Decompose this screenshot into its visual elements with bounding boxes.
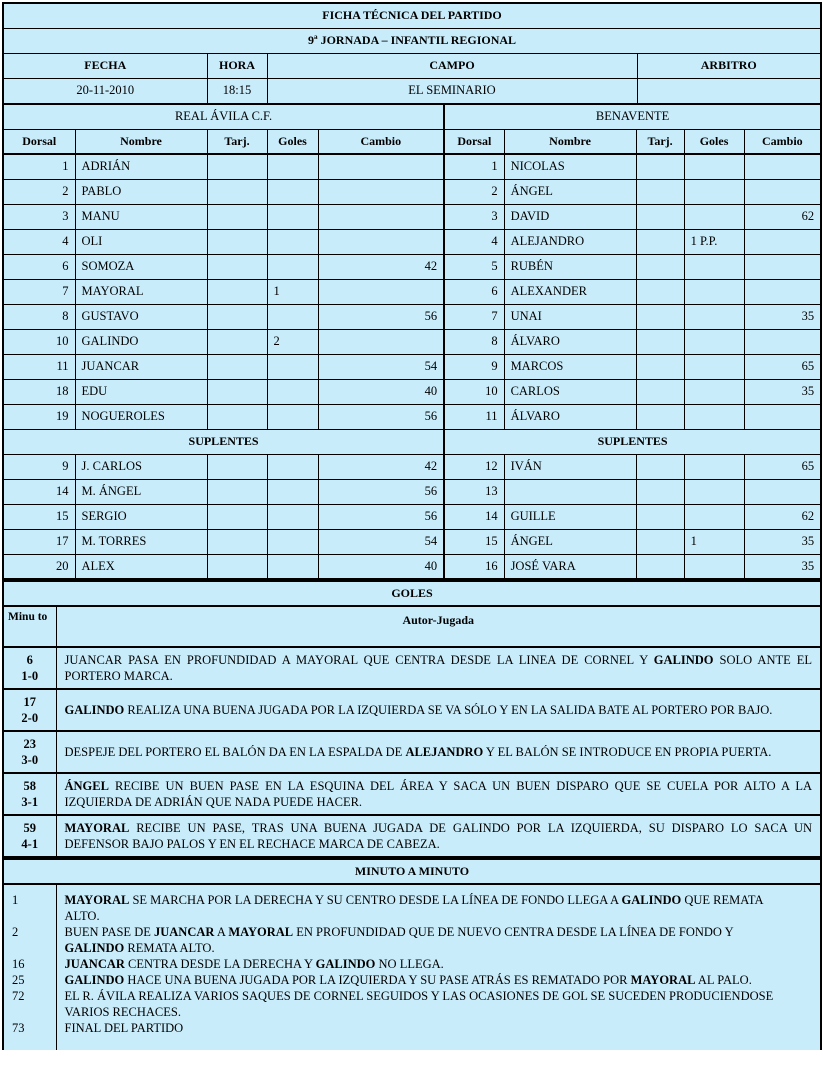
minuto-col-label: Minu to: [3, 606, 56, 647]
away-tarj-cell: [636, 279, 684, 304]
goal-row: [3, 647, 821, 689]
player-row: [3, 279, 821, 304]
away-tarj-cell: [636, 304, 684, 329]
home-nombre-cell: EDU: [75, 379, 207, 404]
home-cambio-cell: 40: [318, 379, 444, 404]
description-text: QUE REMATA ALTO.: [64, 893, 763, 923]
description-text: HACE UNA BUENA JUGADA POR LA IZQUIERDA Y SU PASE ATRÁS ES REMATADO POR: [124, 973, 631, 987]
home-goles-cell: [267, 529, 318, 554]
home-dorsal-cell: 19: [3, 404, 75, 429]
player-row: [3, 529, 821, 554]
player-row: [3, 354, 821, 379]
away-tarj-cell: [636, 554, 684, 579]
away-dorsal-cell: 6: [444, 279, 504, 304]
minute-row: [3, 956, 821, 972]
player-name: GALINDO: [64, 703, 125, 717]
home-tarj-cell: [207, 254, 267, 279]
description-text: NO LLEGA.: [375, 957, 444, 971]
home-goles-cell: [267, 204, 318, 229]
description-text: SOLO ANTE EL PORTERO MARCA.: [64, 653, 813, 683]
goal-minute: 6: [26, 653, 33, 667]
home-tarj-cell: [207, 479, 267, 504]
hora-label: HORA: [207, 53, 267, 78]
goal-minute: 59: [23, 821, 36, 835]
home-tarj-cell: [207, 229, 267, 254]
goal-minute-cell: [3, 815, 56, 857]
arbitro-label: ARBITRO: [637, 53, 821, 78]
home-cambio-cell: 40: [318, 554, 444, 579]
away-cambio-cell: [744, 179, 821, 204]
home-nombre-cell: SOMOZA: [75, 254, 207, 279]
away-nombre-cell: IVÁN: [504, 454, 636, 479]
home-tarj-cell: [207, 554, 267, 579]
player-name: GALINDO: [315, 957, 376, 971]
description-text: Y EL BALÓN SE INTRODUCE EN PROPIA PUERTA.: [483, 745, 772, 759]
home-goles-cell: [267, 479, 318, 504]
player-name: JUANCAR: [64, 957, 125, 971]
campo-label: CAMPO: [267, 53, 637, 78]
away-dorsal-cell: 15: [444, 529, 504, 554]
player-row: [3, 554, 821, 579]
home-col-goles: Goles: [267, 129, 318, 154]
home-nombre-cell: ALEX: [75, 554, 207, 579]
event-minute: 73: [3, 1020, 56, 1050]
home-dorsal-cell: 20: [3, 554, 75, 579]
header-table: [2, 2, 822, 104]
home-tarj-cell: [207, 179, 267, 204]
goal-row: [3, 773, 821, 815]
goal-description: [56, 773, 821, 815]
player-row: [3, 304, 821, 329]
away-cambio-cell: [744, 479, 821, 504]
home-cambio-cell: 56: [318, 479, 444, 504]
home-nombre-cell: M. TORRES: [75, 529, 207, 554]
away-goles-cell: [684, 454, 744, 479]
home-dorsal-cell: 9: [3, 454, 75, 479]
away-tarj-cell: [636, 154, 684, 179]
player-row: [3, 179, 821, 204]
home-dorsal-cell: 6: [3, 254, 75, 279]
description-text: AL PALO.: [695, 973, 752, 987]
goal-score: 4-1: [21, 837, 39, 851]
away-nombre-cell: GUILLE: [504, 504, 636, 529]
home-cambio-cell: [318, 204, 444, 229]
home-col-dorsal: Dorsal: [3, 129, 75, 154]
player-row: [3, 379, 821, 404]
away-nombre-cell: DAVID: [504, 204, 636, 229]
home-dorsal-cell: 4: [3, 229, 75, 254]
home-tarj-cell: [207, 329, 267, 354]
away-nombre-cell: MARCOS: [504, 354, 636, 379]
player-row: [3, 254, 821, 279]
away-dorsal-cell: 9: [444, 354, 504, 379]
away-dorsal-cell: 11: [444, 404, 504, 429]
player-name: JUANCAR: [153, 925, 215, 939]
away-cambio-cell: [744, 279, 821, 304]
description-text: BUEN PASE DE: [64, 925, 154, 939]
autor-col-label: Autor-Jugada: [56, 606, 821, 647]
away-goles-cell: [684, 179, 744, 204]
home-dorsal-cell: 2: [3, 179, 75, 204]
away-tarj-cell: [636, 504, 684, 529]
home-cambio-cell: 56: [318, 404, 444, 429]
player-row: [3, 454, 821, 479]
player-row: [3, 329, 821, 354]
goal-minute-cell: [3, 773, 56, 815]
minuto-a-minuto-title: MINUTO A MINUTO: [3, 859, 821, 884]
player-row: [3, 504, 821, 529]
home-nombre-cell: GALINDO: [75, 329, 207, 354]
event-minute: 72: [3, 988, 56, 1020]
home-suplentes-label: SUPLENTES: [3, 429, 444, 454]
minute-row: [3, 972, 821, 988]
event-minute: 2: [3, 924, 56, 956]
away-goles-cell: [684, 254, 744, 279]
goal-description: [56, 731, 821, 773]
home-goles-cell: [267, 304, 318, 329]
player-name: MAYORAL: [228, 925, 294, 939]
home-cambio-cell: 42: [318, 254, 444, 279]
away-dorsal-cell: 12: [444, 454, 504, 479]
away-cambio-cell: 35: [744, 554, 821, 579]
goal-minute-cell: [3, 731, 56, 773]
home-dorsal-cell: 14: [3, 479, 75, 504]
player-name: ALEJANDRO: [405, 745, 484, 759]
home-dorsal-cell: 11: [3, 354, 75, 379]
away-dorsal-cell: 1: [444, 154, 504, 179]
away-cambio-cell: [744, 404, 821, 429]
away-cambio-cell: [744, 254, 821, 279]
away-nombre-cell: CARLOS: [504, 379, 636, 404]
home-cambio-cell: 56: [318, 504, 444, 529]
player-name: MAYORAL: [630, 973, 696, 987]
home-goles-cell: [267, 404, 318, 429]
description-text: EN PROFUNDIDAD QUE DE NUEVO CENTRA DESDE LA LÍNEA DE FONDO Y: [293, 925, 734, 939]
home-col-tarj: Tarj.: [207, 129, 267, 154]
away-cambio-cell: 65: [744, 454, 821, 479]
away-goles-cell: [684, 354, 744, 379]
event-description: [56, 988, 821, 1020]
away-nombre-cell: NICOLAS: [504, 154, 636, 179]
home-cambio-cell: 56: [318, 304, 444, 329]
home-nombre-cell: SERGIO: [75, 504, 207, 529]
home-cambio-cell: [318, 329, 444, 354]
home-goles-cell: 1: [267, 279, 318, 304]
home-tarj-cell: [207, 504, 267, 529]
home-col-cambio: Cambio: [318, 129, 444, 154]
goal-score: 3-1: [21, 795, 39, 809]
sheet-subtitle: 9ª JORNADA – INFANTIL REGIONAL: [3, 28, 821, 53]
goal-description: [56, 647, 821, 689]
away-dorsal-cell: 4: [444, 229, 504, 254]
away-tarj-cell: [636, 229, 684, 254]
goal-score: 2-0: [21, 711, 39, 725]
home-nombre-cell: OLI: [75, 229, 207, 254]
home-cambio-cell: 54: [318, 354, 444, 379]
home-dorsal-cell: 7: [3, 279, 75, 304]
home-goles-cell: [267, 254, 318, 279]
player-row: [3, 229, 821, 254]
away-tarj-cell: [636, 529, 684, 554]
event-description: [56, 1020, 821, 1050]
away-cambio-cell: 62: [744, 504, 821, 529]
event-description: [56, 956, 821, 972]
description-text: REMATA ALTO.: [124, 941, 215, 955]
description-text: RECIBE UN BUEN PASE EN LA ESQUINA DEL ÁREA Y SACA UN BUEN DISPARO QUE SE CUELA POR ALTO A LA IZQUIERDA DE ADRIÁN QUE NADA PUEDE HACER.: [64, 779, 813, 809]
away-cambio-cell: [744, 229, 821, 254]
goal-minute: 58: [23, 779, 36, 793]
home-dorsal-cell: 3: [3, 204, 75, 229]
arbitro-value: [637, 78, 821, 103]
event-description: [56, 924, 821, 956]
event-minute: 1: [3, 884, 56, 924]
away-nombre-cell: ÁLVARO: [504, 329, 636, 354]
goal-minute: 17: [23, 695, 36, 709]
player-name: GALINDO: [64, 941, 125, 955]
away-cambio-cell: 62: [744, 204, 821, 229]
away-dorsal-cell: 2: [444, 179, 504, 204]
hora-value: 18:15: [207, 78, 267, 103]
away-goles-cell: [684, 279, 744, 304]
player-name: GALINDO: [621, 893, 682, 907]
home-nombre-cell: J. CARLOS: [75, 454, 207, 479]
away-team-name: BENAVENTE: [444, 104, 821, 129]
goal-score: 1-0: [21, 669, 39, 683]
away-col-goles: Goles: [684, 129, 744, 154]
goles-title: GOLES: [3, 581, 821, 606]
home-goles-cell: [267, 179, 318, 204]
away-cambio-cell: 35: [744, 379, 821, 404]
player-name: GALINDO: [653, 653, 714, 667]
description-text: JUANCAR PASA EN PROFUNDIDAD A MAYORAL QUE CENTRA DESDE LA LINEA DE CORNEL Y: [64, 653, 654, 667]
away-tarj-cell: [636, 179, 684, 204]
home-nombre-cell: M. ÁNGEL: [75, 479, 207, 504]
home-tarj-cell: [207, 204, 267, 229]
minute-row: [3, 924, 821, 956]
description-text: REALIZA UNA BUENA JUGADA POR LA IZQUIERDA SE VA SÓLO Y EN LA SALIDA BATE AL PORTERO POR BAJO.: [124, 703, 773, 717]
goal-description: [56, 815, 821, 857]
goal-description: [56, 689, 821, 731]
away-col-tarj: Tarj.: [636, 129, 684, 154]
fecha-label: FECHA: [3, 53, 207, 78]
home-tarj-cell: [207, 454, 267, 479]
home-nombre-cell: GUSTAVO: [75, 304, 207, 329]
home-dorsal-cell: 17: [3, 529, 75, 554]
home-tarj-cell: [207, 279, 267, 304]
away-dorsal-cell: 16: [444, 554, 504, 579]
away-nombre-cell: ALEJANDRO: [504, 229, 636, 254]
home-goles-cell: [267, 229, 318, 254]
away-goles-cell: [684, 554, 744, 579]
home-cambio-cell: [318, 179, 444, 204]
away-tarj-cell: [636, 254, 684, 279]
goal-minute-cell: [3, 689, 56, 731]
away-goles-cell: [684, 504, 744, 529]
away-cambio-cell: [744, 329, 821, 354]
away-nombre-cell: ALEXANDER: [504, 279, 636, 304]
goal-row: [3, 689, 821, 731]
campo-value: EL SEMINARIO: [267, 78, 637, 103]
goal-row: [3, 815, 821, 857]
away-dorsal-cell: 3: [444, 204, 504, 229]
away-goles-cell: 1: [684, 529, 744, 554]
home-col-nombre: Nombre: [75, 129, 207, 154]
home-goles-cell: [267, 379, 318, 404]
minute-row: [3, 1020, 821, 1050]
away-goles-cell: [684, 404, 744, 429]
description-text: EL R. ÁVILA REALIZA VARIOS SAQUES DE CORNEL SEGUIDOS Y LAS OCASIONES DE GOL SE SUCEDEN PRODUCIENDOSE VARIOS RECHACES.: [64, 989, 774, 1019]
away-dorsal-cell: 10: [444, 379, 504, 404]
description-text: CENTRA DESDE LA DERECHA Y: [124, 957, 316, 971]
away-tarj-cell: [636, 454, 684, 479]
home-nombre-cell: PABLO: [75, 179, 207, 204]
description-text: RECIBE UN PASE, TRAS UNA BUENA JUGADA DE GALINDO POR LA IZQUIERDA, SU DISPARO LO SACA UN DEFENSOR BAJO PALOS Y EN EL RECHACE MARCA DE CABEZA.: [64, 821, 813, 851]
goal-row: [3, 731, 821, 773]
away-tarj-cell: [636, 204, 684, 229]
away-nombre-cell: RUBÉN: [504, 254, 636, 279]
away-col-nombre: Nombre: [504, 129, 636, 154]
home-nombre-cell: MANU: [75, 204, 207, 229]
away-goles-cell: [684, 154, 744, 179]
minute-table: [2, 858, 822, 1050]
minute-row: [3, 988, 821, 1020]
description-text: A: [214, 925, 229, 939]
away-tarj-cell: [636, 329, 684, 354]
event-minute: 16: [3, 956, 56, 972]
away-goles-cell: [684, 329, 744, 354]
home-dorsal-cell: 18: [3, 379, 75, 404]
away-goles-cell: [684, 479, 744, 504]
away-goles-cell: [684, 379, 744, 404]
goal-score: 3-0: [21, 753, 39, 767]
home-tarj-cell: [207, 354, 267, 379]
home-cambio-cell: [318, 279, 444, 304]
home-goles-cell: [267, 554, 318, 579]
player-name: GALINDO: [64, 973, 125, 987]
home-tarj-cell: [207, 529, 267, 554]
away-nombre-cell: JOSÉ VARA: [504, 554, 636, 579]
sheet-title: FICHA TÉCNICA DEL PARTIDO: [3, 3, 821, 28]
player-row: [3, 404, 821, 429]
away-nombre-cell: UNAI: [504, 304, 636, 329]
away-cambio-cell: 35: [744, 529, 821, 554]
away-dorsal-cell: 13: [444, 479, 504, 504]
goals-table: [2, 580, 822, 858]
away-dorsal-cell: 14: [444, 504, 504, 529]
description-text: FINAL DEL PARTIDO: [64, 1021, 184, 1035]
player-name: MAYORAL: [64, 893, 130, 907]
home-goles-cell: [267, 504, 318, 529]
away-cambio-cell: [744, 154, 821, 179]
home-dorsal-cell: 1: [3, 154, 75, 179]
away-nombre-cell: ÁLVARO: [504, 404, 636, 429]
minute-row: [3, 884, 821, 924]
home-cambio-cell: [318, 154, 444, 179]
home-dorsal-cell: 10: [3, 329, 75, 354]
lineup-table: [2, 104, 822, 581]
goal-minute: 23: [23, 737, 36, 751]
away-suplentes-label: SUPLENTES: [444, 429, 821, 454]
away-dorsal-cell: 7: [444, 304, 504, 329]
home-tarj-cell: [207, 154, 267, 179]
player-row: [3, 204, 821, 229]
home-goles-cell: [267, 154, 318, 179]
fecha-value: 20-11-2010: [3, 78, 207, 103]
away-cambio-cell: 65: [744, 354, 821, 379]
away-tarj-cell: [636, 379, 684, 404]
home-dorsal-cell: 8: [3, 304, 75, 329]
match-sheet: [2, 2, 820, 1050]
event-description: [56, 884, 821, 924]
away-col-cambio: Cambio: [744, 129, 821, 154]
player-row: [3, 479, 821, 504]
home-goles-cell: [267, 354, 318, 379]
home-dorsal-cell: 15: [3, 504, 75, 529]
away-tarj-cell: [636, 404, 684, 429]
home-cambio-cell: 54: [318, 529, 444, 554]
away-goles-cell: 1 P.P.: [684, 229, 744, 254]
home-nombre-cell: MAYORAL: [75, 279, 207, 304]
player-row: [3, 154, 821, 179]
event-description: [56, 972, 821, 988]
player-name: MAYORAL: [64, 821, 130, 835]
away-nombre-cell: [504, 479, 636, 504]
away-goles-cell: [684, 304, 744, 329]
away-cambio-cell: 35: [744, 304, 821, 329]
home-tarj-cell: [207, 304, 267, 329]
goal-minute-cell: [3, 647, 56, 689]
away-goles-cell: [684, 204, 744, 229]
home-goles-cell: 2: [267, 329, 318, 354]
away-col-dorsal: Dorsal: [444, 129, 504, 154]
home-cambio-cell: 42: [318, 454, 444, 479]
home-nombre-cell: ADRIÁN: [75, 154, 207, 179]
description-text: SE MARCHA POR LA DERECHA Y SU CENTRO DESDE LA LÍNEA DE FONDO LLEGA A: [129, 893, 622, 907]
description-text: DESPEJE DEL PORTERO EL BALÓN DA EN LA ESPALDA DE: [64, 745, 406, 759]
home-tarj-cell: [207, 379, 267, 404]
away-dorsal-cell: 8: [444, 329, 504, 354]
away-tarj-cell: [636, 479, 684, 504]
away-nombre-cell: ÁNGEL: [504, 179, 636, 204]
home-goles-cell: [267, 454, 318, 479]
event-minute: 25: [3, 972, 56, 988]
player-name: ÁNGEL: [64, 779, 109, 793]
home-nombre-cell: JUANCAR: [75, 354, 207, 379]
home-tarj-cell: [207, 404, 267, 429]
away-tarj-cell: [636, 354, 684, 379]
away-dorsal-cell: 5: [444, 254, 504, 279]
home-cambio-cell: [318, 229, 444, 254]
home-team-name: REAL ÁVILA C.F.: [3, 104, 444, 129]
away-nombre-cell: ÁNGEL: [504, 529, 636, 554]
home-nombre-cell: NOGUEROLES: [75, 404, 207, 429]
suplentes-header-row: [3, 429, 821, 454]
